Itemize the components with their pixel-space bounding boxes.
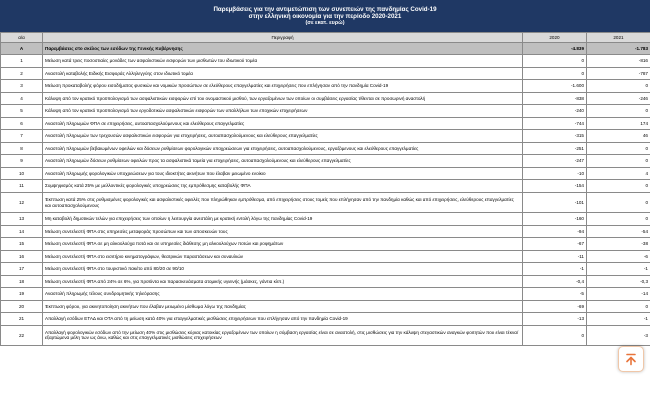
row-value-2020: -251 [523,142,587,155]
row-value-2021: -1 [587,313,650,326]
row-value-2020: -154 [523,180,587,193]
row-number: 3 [1,80,43,93]
row-value-2020: -0,4 [523,275,587,288]
row-value-2020: 0 [523,325,587,345]
row-value-2020: -1 [523,263,587,276]
row-value-2021: 0 [587,155,650,168]
row-number: 12 [1,193,43,213]
header-no: α/α [1,33,43,43]
row-value-2021: -3 [587,325,650,345]
table-row [1,313,650,326]
row-value-2020: -94 [523,225,587,238]
table-row [1,213,650,226]
table-row [1,155,650,168]
row-value-2021: 0 [587,213,650,226]
scroll-top-icon [624,352,638,366]
row-value-2020: -315 [523,130,587,143]
row-description: Αναστολή πληρωμής φορολογικών υποχρεώσεων για τους ιδιοκτήτες ακινήτων που έλαβαν μειωμένο ενοίκιο [43,167,523,180]
row-number: 19 [1,288,43,301]
row-description: Έκπτωση κατά 25% στις ρυθμισμένες φορολογικές και ασφαλιστικές οφειλές που πληρώθηκαν εμπρόθεσμα, από επιχειρήσεις στους τομείς που επλήγησαν από την πανδημία καθώς και από επιχειρήσεις, ελεύθερους επαγγελματίες και αυτοαπασχολούμενους [43,193,523,213]
row-value-2021: -246 [587,92,650,105]
row-value-2021: 0 [587,105,650,118]
table-row [1,55,650,68]
row-number: 17 [1,263,43,276]
row-description: Αναστολή πληρωμών βεβαιωμένων οφειλών και δόσεων ρυθμίσεων φορολογικών υποχρεώσεων για επιχειρήσεις, αυτοαπασχολούμενους, εργαζόμενους και ελεύθερους επαγγελματίες [43,142,523,155]
row-value-2021: -14 [587,288,650,301]
row-description: Μείωση συντελεστή ΦΠΑ στις υπηρεσίες μεταφοράς προσώπων και των αποσκευών τους [43,225,523,238]
row-value-2020: -5 [523,288,587,301]
table-row [1,288,650,301]
table-row [1,80,650,93]
group-no: A [1,43,43,55]
row-value-2020: -13 [523,313,587,326]
row-value-2021: -0,3 [587,275,650,288]
row-description: Μείωση συντελεστή ΦΠΑ από 24% σε 6%, για προϊόντα και παρασκευάσματα ατομικής υγιεινής (μάσκες, γάντια κλπ.) [43,275,523,288]
table-row [1,130,650,143]
row-number: 8 [1,142,43,155]
row-value-2020: -240 [523,105,587,118]
row-value-2021: 4 [587,167,650,180]
row-number: 9 [1,155,43,168]
row-value-2020: -1.600 [523,80,587,93]
row-value-2020: -101 [523,193,587,213]
row-description: Έκπτωση φόρου, για ακινητοποίηση ακινήτων που έλαβαν μειωμένο μίσθωμα λόγω της πανδημίας [43,300,523,313]
row-description: Μη καταβολή δημοτικών τελών για επιχειρήσεις των οποίων η λειτουργία ανεστάλη με κρατική εντολή λόγω της πανδημίας Covid-19 [43,213,523,226]
table-row [1,142,650,155]
table-row [1,325,650,345]
row-value-2021: -54 [587,225,650,238]
row-value-2020: -744 [523,117,587,130]
row-description: Κάλυψη από τον κρατικό προϋπολογισμό των εργοδοτικών ασφαλιστικών εισφορών των υπαλλήλων των εποχικών επιχειρήσεων [43,105,523,118]
table-row [1,193,650,213]
row-value-2020: -67 [523,238,587,251]
row-number: 10 [1,167,43,180]
row-value-2020: -11 [523,250,587,263]
row-value-2021: -38 [587,238,650,251]
row-value-2021: 46 [587,130,650,143]
row-number: 22 [1,325,43,345]
row-number: 14 [1,225,43,238]
header-2021: 2021 [587,33,650,43]
row-description: Αναστολή πληρωμών δόσεων ρυθμίσεων οφειλών προς τα ασφαλιστικά ταμεία για επιχειρήσεις, αυτοαπασχολούμενους και ελεύθερους επαγγελματίες [43,155,523,168]
group-description: Παρεμβάσεις στο σκέλος των εσόδων της Γενικής Κυβέρνησης [43,43,523,55]
row-number: 4 [1,92,43,105]
row-number: 21 [1,313,43,326]
header-description: Περιγραφή [43,33,523,43]
row-value-2021: 0 [587,180,650,193]
row-number: 11 [1,180,43,193]
table-row [1,225,650,238]
row-value-2021: 0 [587,142,650,155]
row-value-2020: -69 [523,300,587,313]
row-number: 15 [1,238,43,251]
row-value-2021: 0 [587,80,650,93]
measures-table [0,32,650,346]
table-row [1,275,650,288]
title-banner [0,0,650,32]
row-value-2021: -6 [587,250,650,263]
group-value-2020: -4.839 [523,43,587,55]
scroll-top-button[interactable] [618,346,644,372]
row-value-2021: -787 [587,67,650,80]
row-number: 16 [1,250,43,263]
title-line-2: στην ελληνική οικονομία για την περίοδο 2020-2021 [248,12,402,20]
group-row-a [1,43,650,55]
table-row [1,300,650,313]
row-description: Αναστολή πληρωμών ΦΠΑ σε επιχειρήσεις, αυτοαπασχολούμενους και ελεύθερους επαγγελματίες [43,117,523,130]
row-description: Μείωση κατά τρεις ποσοστιαίες μονάδες των ασφαλιστικών εισφορών των μισθωτών του ιδιωτικού τομέα [43,55,523,68]
row-description: Απαλλαγή εσόδων ΕΤΑΔ και ΟΤΑ από τη μείωση κατά 40% για επαγγελματικές μισθώσεις επιχειρήσεων που επλήγησαν από την πανδημία Covid-19 [43,313,523,326]
table-row [1,67,650,80]
table-row [1,263,650,276]
row-value-2020: -160 [523,213,587,226]
row-description: Απαλλαγή φορολογικών εσόδων από την μείωση 40% στις μισθώσεις κύριας κατοικίας εργαζομένων των οποίων η σύμβαση εργασίας είναι σε αναστολή, στις μισθώσεις για την κάλυψη στεγαστικών αναγκών φοιτητών που είναι τέκνα/εξαρτώμενα μέλη των ως άνω, καθώς και στις επαγγελματικές μισθώσεις επιχειρήσεων [43,325,523,345]
table-row [1,250,650,263]
table-row [1,180,650,193]
row-description: Μείωση προκαταβολής φόρου εισοδήματος φυσικών και νομικών προσώπων σε ελεύθερους επαγγελματίες και επιχειρήσεις που επλήγησαν από την πανδημία Covid-19 [43,80,523,93]
row-number: 7 [1,130,43,143]
row-description: Μείωση συντελεστή ΦΠΑ στο εισιτήριο κινηματογράφων, θεατρικών παραστάσεων και συναυλιών [43,250,523,263]
row-value-2020: -10 [523,167,587,180]
row-value-2021: 0 [587,300,650,313]
row-value-2021: 174 [587,117,650,130]
row-description: Μείωση συντελεστή ΦΠΑ στο τουριστικό πακέτο από 80/20 σε 90/10 [43,263,523,276]
table-row [1,117,650,130]
row-number: 18 [1,275,43,288]
row-number: 5 [1,105,43,118]
row-value-2020: -838 [523,92,587,105]
row-value-2020: 0 [523,55,587,68]
title-line-1: Παρεμβάσεις για την αντιμετώπιση των συνεπειών της πανδημίας Covid-19 [213,5,437,13]
row-number: 13 [1,213,43,226]
row-number: 2 [1,67,43,80]
table-row [1,105,650,118]
title-line-3: (σε εκατ. ευρώ) [305,19,345,26]
table-header-row [1,33,650,43]
row-description: Κάλυψη από τον κρατικό προϋπολογισμό των ασφαλιστικών εισφορών επί του ονομαστικού μισθού, των εργαζομένων των οποίων οι συμβάσεις εργασίας τίθενται σε προσωρινή αναστολή [43,92,523,105]
group-value-2021: -1.783 [587,43,650,55]
row-value-2020: -247 [523,155,587,168]
table-row [1,238,650,251]
table-row [1,167,650,180]
table-row [1,92,650,105]
row-number: 6 [1,117,43,130]
row-description: Αναστολή πληρωμών των τρεχουσών ασφαλιστικών εισφορών για επιχειρήσεις, αυτοαπασχολούμενους και ελεύθερους επαγγελματίες [43,130,523,143]
row-description: Συμψηφισμός κατά 25% με μελλοντικές φορολογικές υποχρεώσεις της εμπρόθεσμης καταβολής ΦΠΑ [43,180,523,193]
row-value-2021: -816 [587,55,650,68]
row-number: 1 [1,55,43,68]
row-value-2020: 0 [523,67,587,80]
row-value-2021: -1 [587,263,650,276]
row-description: Μείωση συντελεστή ΦΠΑ σε μη αλκοολούχα ποτά και σε υπηρεσίες διάθεσης μη αλκοολούχων ποτών και ροφημάτων [43,238,523,251]
row-value-2021: 0 [587,193,650,213]
row-description: Αναστολή πληρωμής τέλους συνδρομητικής τηλεόρασης [43,288,523,301]
row-number: 20 [1,300,43,313]
row-description: Αναστολή καταβολής Ειδικής Εισφοράς Αλληλεγγύης στον ιδιωτικό τομέα [43,67,523,80]
header-2020: 2020 [523,33,587,43]
